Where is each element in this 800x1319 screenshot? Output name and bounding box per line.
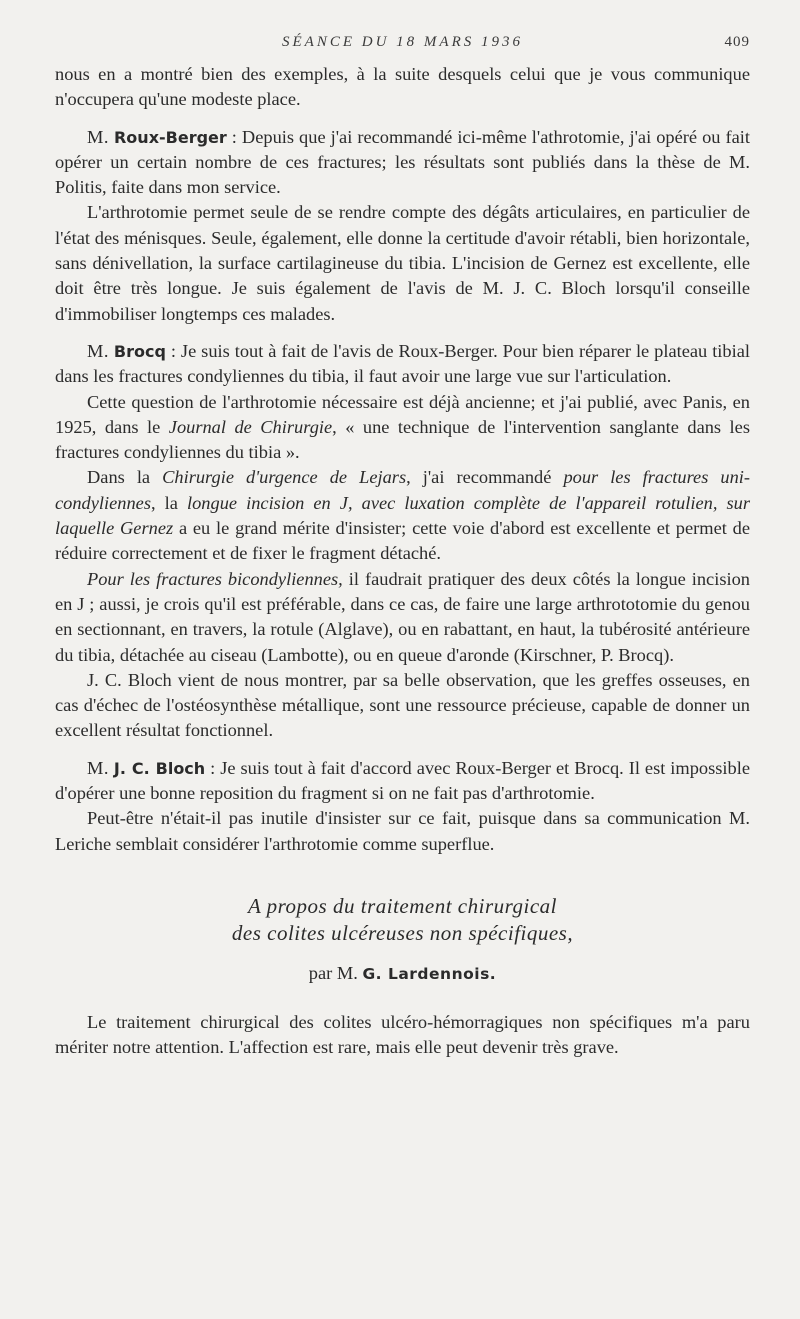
text-segment: , « une technique de l'intervention sanglante dans les fractures condyliennes du tibia ». (55, 416, 750, 463)
text-segment: Dans la (87, 467, 163, 488)
running-title: SÉANCE DU 18 MARS 1936 (282, 34, 523, 50)
section-title-line-2: des colites ulcéreuses non spécifiques, (231, 920, 574, 945)
paragraph-brocq (55, 339, 750, 390)
page-number: 409 (724, 34, 750, 50)
paragraph-text: : Je suis tout à fait d'accord avec Roux-Berger et Brocq. Il est impossible d'opérer une bonne reposition du fragment si on ne fait pas d'arthrotomie. (55, 757, 750, 804)
section-title-line-1: A propos du traitement chirurgical (247, 893, 558, 918)
speaker-prefix: M. (87, 340, 109, 361)
paragraph-text: : Je suis tout à fait de l'avis de Roux-Berger. Pour bien réparer le plateau tibial dans les fractures condyliennes du tibia, il faut avoir une large vue sur l'articulation. (55, 340, 750, 387)
section-title (55, 893, 750, 947)
text-segment: a eu le grand mérite d'insister; cette voie d'abord est excellente et permet de réduire correctement et de fixer le fragment détaché. (55, 518, 751, 564)
paragraph-bloch (55, 756, 750, 807)
italic-segment: Chirurgie d'urgence de Lejars (162, 467, 407, 488)
paragraph-6 (55, 465, 750, 566)
text-segment: , la (151, 492, 187, 513)
text-segment: il faudrait pratiquer des deux côtés la longue incision en J ; aussi, je crois qu'il est préférable, dans ce cas, de faire une large arthrototomie du genou en sectionnant, en travers, la rotule (Alglave), ou en rabattant, en haut, la tubérosité antérieure du tibia, détachée au ciseau (Lambotte), ou en queue d'aronde (Kirschner, P. Brocq). (55, 568, 750, 665)
byline-author: G. Lardennois. (362, 964, 497, 983)
speaker-prefix: M. (87, 126, 109, 147)
paragraph-11: Le traitement chirurgical des colites ulcéro-hémorragiques non spécifiques m'a paru mériter notre attention. L'affection est rare, mais elle peut devenir très grave. (55, 1011, 750, 1058)
text-segment: Cette question de l'arthrotomie nécessaire est déjà ancienne; et j'ai publié, avec Panis, en 1925, dans le (55, 391, 750, 437)
paragraph-text: : Depuis que j'ai recommandé ici-même l'athrotomie, j'ai opéré ou fait opérer un certain nombre de ces fractures; les résultats sont publiés dans la thèse de M. Politis, faite dans mon service. (55, 126, 750, 198)
speaker-prefix: M. (87, 757, 109, 778)
italic-segment: longue incision en J, avec luxation complète de l'appareil rotulien, sur laquelle Gernez (55, 492, 750, 539)
paragraph-10: Peut-être n'était-il pas inutile d'insister sur ce fait, puisque dans sa communication M. Leriche semblait considérer l'arthrotomie comme superflue. (55, 808, 750, 854)
byline (55, 963, 750, 984)
journal-title: Journal de Chirurgie (168, 416, 333, 437)
paragraph-1: nous en a montré bien des exemples, à la suite desquels celui que je vous communique n'occupera qu'une modeste place. (55, 64, 750, 110)
byline-prefix: par M. (308, 962, 358, 983)
speaker-name-roux-berger: Roux-Berger (113, 127, 227, 147)
paragraph-roux-berger (55, 125, 750, 201)
paragraph-7 (55, 567, 750, 668)
paragraph-8: J. C. Bloch vient de nous montrer, par sa belle observation, que les greffes osseuses, en cas d'échec de l'ostéosynthèse métallique, sont une ressource précieuse, capable de donner un excellent résultat fonctionnel. (55, 669, 750, 741)
text-segment: , j'ai recommandé (406, 467, 564, 488)
italic-segment: pour les fractures uni-condyliennes (55, 467, 751, 513)
paragraph-5 (55, 390, 750, 466)
speaker-name-brocq: Brocq (113, 341, 166, 361)
italic-segment: Pour les fractures bicondyliennes, (87, 568, 343, 589)
speaker-name-bloch: J. C. Bloch (113, 758, 206, 778)
running-head (55, 34, 750, 62)
paragraph-3: L'arthrotomie permet seule de se rendre compte des dégâts articulaires, en particulier de l'état des ménisques. Seule, également, elle donne la certitude d'avoir rétabli, bien horizontale, sans dénivellation, la surface cartilagineuse du tibia. L'incision de Gernez est excellente, elle doit être très longue. Je suis également de l'avis de M. J. C. Bloch lorsqu'il conseille d'immobiliser longtemps ces malades. (55, 202, 750, 324)
